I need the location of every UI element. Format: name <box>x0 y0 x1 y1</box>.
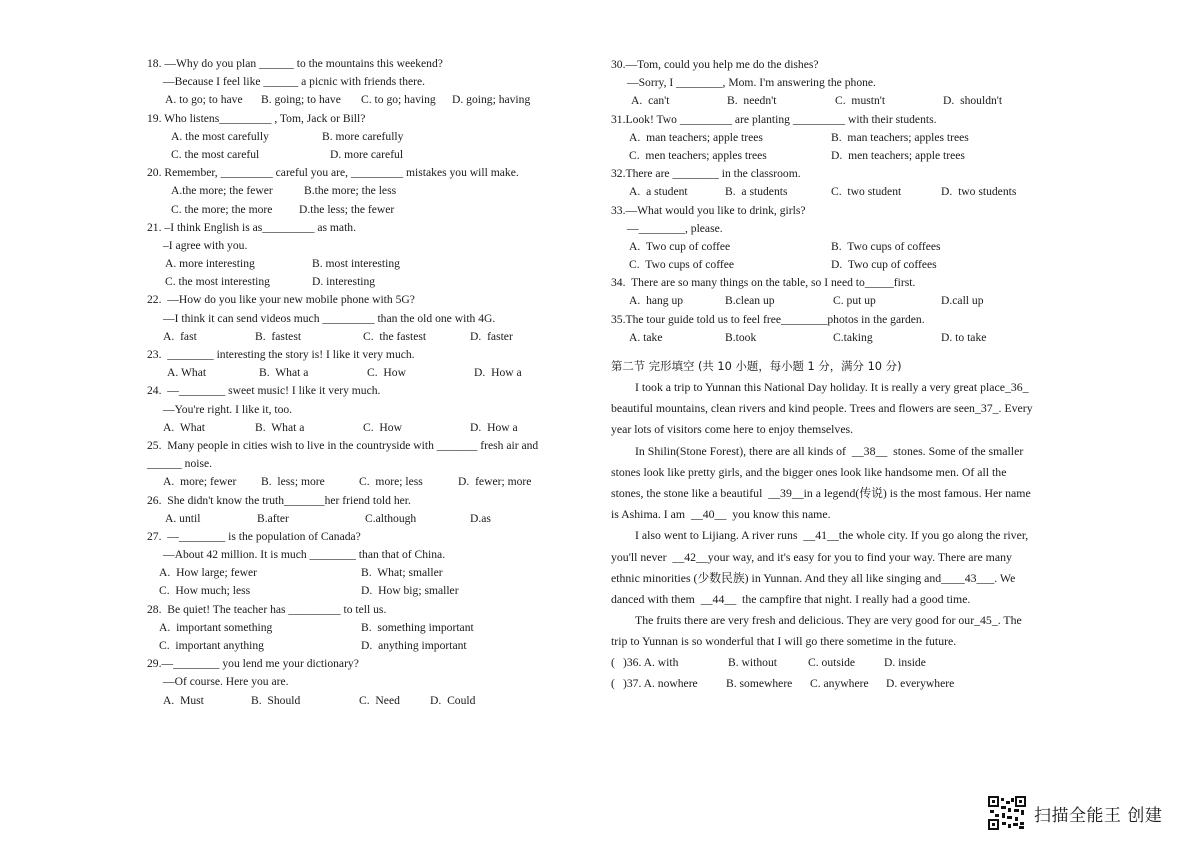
passage-text: trip to Yunnan is so wonderful that I will go there sometime in the future. <box>611 634 957 649</box>
answer-option: C. anywhere <box>810 677 869 691</box>
option-row <box>611 256 1063 274</box>
option-row <box>611 329 1063 347</box>
passage-text: In Shilin(Stone Forest), there are all kinds of __38__ stones. Some of the smaller <box>635 443 1024 458</box>
answer-paren: ( <box>611 677 615 691</box>
answer-option: D. shouldn't <box>943 94 1003 108</box>
passage-line <box>611 419 1063 440</box>
answer-option: B. something important <box>361 620 474 634</box>
answer-option: A.the more; the fewer <box>171 184 273 198</box>
answer-option: C. two student <box>831 185 902 199</box>
question-text: 30.—Tom, could you help me do the dishes? <box>611 58 819 71</box>
option-row <box>147 182 587 200</box>
answer-option: C. How <box>363 420 402 434</box>
passage-line <box>611 631 1063 652</box>
passage-line <box>611 547 1063 568</box>
passage-text: I also went to Lijiang. A river runs __41__the whole city. If you go along the river, <box>635 528 1029 543</box>
answer-row <box>611 673 1063 694</box>
answer-option: C. more; less <box>359 475 423 489</box>
option-row <box>147 146 587 164</box>
passage-text: year lots of visitors come here to enjoy themselves. <box>611 422 854 437</box>
answer-option: A. What <box>167 366 207 380</box>
answer-option: B. Two cups of coffees <box>831 239 941 253</box>
option-row <box>147 364 587 382</box>
answer-option: C. Two cups of coffee <box>629 258 735 272</box>
right-column <box>611 56 1063 694</box>
option-row <box>147 201 587 219</box>
answer-option: B. a students <box>725 185 788 199</box>
question-text: 26. She didn't know the truth_______her friend told her. <box>147 493 411 507</box>
answer-option: C. the most careful <box>171 147 260 161</box>
answer-option: D. two students <box>941 185 1017 199</box>
answer-option: D. Two cup of coffees <box>831 258 937 272</box>
answer-option: A. until <box>165 511 201 525</box>
answer-option: B. most interesting <box>312 257 400 271</box>
answer-option: D. to take <box>941 330 987 344</box>
answer-option: B. more carefully <box>322 129 404 143</box>
qr-code-icon <box>988 796 1026 830</box>
answer-option: B. man teachers; apples trees <box>831 130 969 144</box>
answer-options <box>611 652 1063 694</box>
question-text: 28. Be quiet! The teacher has _________ to tell us. <box>147 602 387 616</box>
option-row <box>147 692 587 710</box>
answer-row <box>611 652 1063 673</box>
question-text: –I agree with you. <box>163 238 248 252</box>
option-row <box>147 473 587 491</box>
answer-option: B. less; more <box>261 475 325 489</box>
answer-option: A. to go; to have <box>165 93 243 107</box>
option-row <box>611 92 1063 110</box>
answer-option: B. Should <box>251 693 301 707</box>
passage-line <box>611 589 1063 610</box>
answer-option: B. fastest <box>255 329 302 343</box>
answer-option: A. How large; fewer <box>159 566 257 580</box>
scanner-watermark <box>988 796 1162 830</box>
question-text: —About 42 million. It is much ________ than that of China. <box>163 548 446 562</box>
answer-option: D. How a <box>474 366 522 380</box>
passage-text: ethnic minorities (少数民族) in Yunnan. And they all like singing and____43___. We <box>611 570 1016 585</box>
answer-option: D.the less; the fewer <box>299 202 395 216</box>
question-text: 21. –I think English is as_________ as math. <box>147 220 356 234</box>
answer-option: C. put up <box>833 294 876 308</box>
answer-option: A. a student <box>629 185 688 199</box>
answer-option: C. How <box>367 366 406 380</box>
question-text: —Sorry, I ________, Mom. I'm answering the phone. <box>627 76 876 90</box>
question-text: 23. ________ interesting the story is! I like it very much. <box>147 348 415 361</box>
passage-line <box>611 398 1063 419</box>
answer-paren: ( <box>611 656 615 670</box>
section-title: 第二节 完形填空 (共 10 小题，每小题 1 分，满分 10 分) <box>611 359 902 373</box>
answer-option: B. What; smaller <box>361 566 443 580</box>
option-row <box>147 273 587 291</box>
answer-option: D. faster <box>470 329 513 343</box>
answer-option: A. the most carefully <box>171 129 269 143</box>
answer-option: A. fast <box>163 329 197 343</box>
answer-option: A. take <box>629 330 663 344</box>
passage-text: I took a trip to Yunnan this National Day holiday. It is really a very great place_36_ <box>635 380 1029 394</box>
passage-text: stones look like pretty girls, and the bigger ones look like handsome men. Of all the <box>611 464 1007 479</box>
passage-text: The fruits there are very fresh and delicious. They are very good for our_45_. The <box>635 613 1022 628</box>
answer-option: C. to go; having <box>361 93 436 107</box>
answer-option: D. interesting <box>312 275 376 289</box>
answer-number: )36. A. with <box>623 656 679 670</box>
answer-option: C. outside <box>808 656 856 670</box>
passage-line <box>611 483 1063 504</box>
answer-number: )37. A. nowhere <box>623 677 698 691</box>
answer-option: B. What a <box>255 420 305 434</box>
option-row <box>611 147 1063 165</box>
option-row <box>147 619 587 637</box>
answer-option: A. man teachers; apple trees <box>629 130 763 144</box>
question-text: —I think it can send videos much _________ than the old one with 4G. <box>163 311 496 325</box>
answer-option: D. fewer; more <box>458 475 532 489</box>
answer-option: C. the more; the more <box>171 202 273 216</box>
answer-option: D. everywhere <box>886 677 955 691</box>
question-text: 20. Remember, _________ careful you are, _________ mistakes you will make. <box>147 166 519 180</box>
question-text: —Because I feel like ______ a picnic with friends there. <box>163 75 426 89</box>
answer-option: D. How big; smaller <box>361 584 459 598</box>
answer-option: B.clean up <box>725 294 775 308</box>
option-row <box>147 91 587 109</box>
answer-option: C. mustn't <box>835 94 886 108</box>
answer-option: D. inside <box>884 656 926 670</box>
passage-line <box>611 462 1063 483</box>
question-text: —You're right. I like it, too. <box>163 402 293 416</box>
answer-option: A. Two cup of coffee <box>629 239 731 253</box>
question-text: 33.—What would you like to drink, girls? <box>611 203 806 217</box>
option-row <box>611 292 1063 310</box>
answer-option: D. men teachers; apple trees <box>831 148 965 162</box>
passage-text: you'll never __42__your way, and it's easy for you to find your way. There are many <box>611 549 1012 564</box>
answer-option: A. can't <box>631 94 670 108</box>
question-text: 29.—________ you lend me your dictionary? <box>147 657 359 671</box>
answer-option: B.after <box>257 511 289 525</box>
passage-line <box>611 525 1063 546</box>
question-text: 31.Look! Two _________ are planting _________ with their students. <box>611 112 937 126</box>
passage-line <box>611 504 1063 525</box>
passage-line <box>611 610 1063 631</box>
question-text: ______ noise. <box>147 457 213 471</box>
answer-option: B. going; to have <box>261 93 341 107</box>
answer-option: C. important anything <box>159 639 264 652</box>
answer-option: B.the more; the less <box>304 184 397 198</box>
question-text: 19. Who listens_________ , Tom, Jack or Bill? <box>147 111 366 125</box>
answer-option: A. more interesting <box>165 257 255 271</box>
answer-option: A. important something <box>159 620 273 634</box>
option-row <box>147 564 587 582</box>
passage-text: stones, the stone like a beautiful __39__in a legend(传说) is the most famous. Her name <box>611 485 1031 500</box>
answer-option: D. How a <box>470 420 518 434</box>
cloze-passage <box>611 377 1063 652</box>
answer-option: D. anything important <box>361 639 467 652</box>
question-text: 25. Many people in cities wish to live in the countryside with _______ fresh air and <box>147 438 539 452</box>
answer-option: A. more; fewer <box>163 475 237 489</box>
answer-option: B. somewhere <box>726 677 793 691</box>
answer-option: D. more careful <box>330 147 404 161</box>
answer-option: C. How much; less <box>159 584 251 598</box>
answer-option: D. going; having <box>452 93 531 107</box>
question-text: —________, please. <box>627 221 723 235</box>
answer-option: B. What a <box>259 366 309 380</box>
scanner-brand-label: 扫描全能王 创建 <box>1034 805 1163 826</box>
question-text: 35.The tour guide told us to feel free________photos in the garden. <box>611 312 925 326</box>
answer-option: A. What <box>163 420 205 434</box>
passage-text: beautiful mountains, clean rivers and kind people. Trees and flowers are seen_37_. Every <box>611 401 1033 416</box>
option-row <box>611 238 1063 256</box>
answer-option: B.took <box>725 330 757 344</box>
answer-option: D.call up <box>941 294 984 308</box>
answer-option: A. Must <box>163 693 204 707</box>
multiple-choice-questions <box>611 56 1063 347</box>
answer-option: B. needn't <box>727 94 777 108</box>
answer-option: C.although <box>365 511 417 525</box>
answer-option: C.taking <box>833 330 873 344</box>
option-row <box>147 328 587 346</box>
question-text: 22. —How do you like your new mobile phone with 5G? <box>147 293 415 307</box>
option-row <box>611 183 1063 201</box>
answer-option: C. men teachers; apples trees <box>629 148 767 162</box>
answer-option: D. Could <box>430 693 476 707</box>
question-text: 34. There are so many things on the table, so I need to_____first. <box>611 276 916 290</box>
question-text: 18. —Why do you plan ______ to the mountains this weekend? <box>147 57 443 70</box>
question-text: 32.There are ________ in the classroom. <box>611 167 801 181</box>
option-row <box>147 128 587 146</box>
answer-option: B. without <box>728 656 777 670</box>
answer-option: A. hang up <box>629 294 684 308</box>
option-row <box>611 129 1063 147</box>
passage-text: danced with them __44__ the campfire that night. I really had a good time. <box>611 591 971 606</box>
passage-line <box>611 568 1063 589</box>
answer-option: C. the fastest <box>363 329 427 343</box>
question-text: 27. —________ is the population of Canada? <box>147 529 361 543</box>
left-column <box>147 55 587 710</box>
answer-option: D.as <box>470 511 491 525</box>
passage-line <box>611 377 1063 398</box>
answer-option: C. the most interesting <box>165 275 270 289</box>
passage-line <box>611 441 1063 462</box>
question-text: —Of course. Here you are. <box>163 675 289 689</box>
option-row <box>147 419 587 437</box>
option-row <box>147 582 587 600</box>
answer-option: C. Need <box>359 693 400 707</box>
option-row <box>147 510 587 528</box>
passage-text: is Ashima. I am __40__ you know this name. <box>611 507 831 522</box>
question-text: 24. —________ sweet music! I like it very much. <box>147 384 381 398</box>
option-row <box>147 637 587 655</box>
option-row <box>147 255 587 273</box>
